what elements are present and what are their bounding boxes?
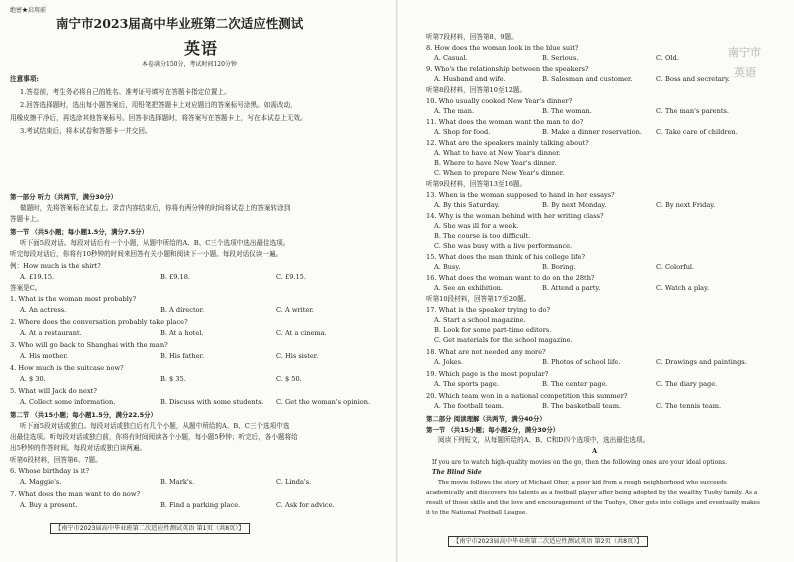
part1-heading: 第一部分 听力（共两节，满分30分） — [10, 193, 117, 201]
option-c: C. Get the woman's opinion. — [276, 398, 371, 406]
option-c: C. The man's parents. — [656, 107, 729, 115]
option-c: C. Get materials for the school magazine. — [434, 336, 573, 344]
question-17: 17. What is the speaker trying to do? — [426, 306, 550, 314]
option-a: A. The sports page. — [434, 380, 499, 388]
material-10: 听第10段材料，回答第17至20题。 — [426, 295, 531, 303]
option-a: A. An actress. — [20, 306, 67, 314]
option-b: B. Make a dinner reservation. — [542, 128, 642, 136]
option-c: C. The diary page. — [656, 380, 718, 388]
question-20: 20. Which team won in a national competition this summer? — [426, 392, 628, 400]
question-18: 18. What are not needed any more? — [426, 348, 546, 356]
option-c: C. Ask for advice. — [276, 501, 335, 509]
option-a: A. Shop for food. — [434, 128, 491, 136]
option-a: A. Buy a present. — [20, 501, 78, 509]
option-a: A. The man. — [434, 107, 475, 115]
part1-desc: 做题时，先将答案标在试卷上。录音内容结束后，你将有两分钟的时间将试卷上的答案转涂到 — [20, 204, 291, 212]
option-c: C. Old. — [656, 54, 679, 62]
question-11: 11. What does the woman want the man to do? — [426, 118, 584, 126]
section2-heading: 第二节 （共15小题；每小题1.5分，满分22.5分） — [10, 411, 157, 419]
option-b: B. Mark's. — [160, 478, 195, 486]
example-option: C. £9.15. — [276, 273, 306, 281]
note-line: 用橡皮擦干净后，再选涂其他答案标号。回答非选择题时，将答案写在答题卡上，写在本试卷上无效。 — [10, 114, 307, 122]
question-9: 9. Who's the relationship between the speakers? — [426, 65, 589, 73]
option-b: B. $ 35. — [160, 375, 186, 383]
bleed-through-title: 南宁市 — [728, 46, 761, 59]
option-b: B. Attend a party. — [542, 284, 601, 292]
option-b: B. Find a parking place. — [160, 501, 241, 509]
option-a: A. Collect some information. — [20, 398, 116, 406]
question-6: 6. Whose birthday is it? — [10, 467, 89, 475]
option-b: B. The woman. — [542, 107, 592, 115]
section1-desc: 听下面5段对话。每段对话后有一个小题，从题中所给的A、B、C三个选项中选出最佳选项。 — [20, 239, 290, 247]
question-14: 14. Why is the woman behind with her writing class? — [426, 212, 604, 220]
question-3: 3. Who will go back to Shanghai with the man? — [10, 341, 168, 349]
movie-title: The Blind Side — [432, 469, 482, 476]
passage-intro: If you are to watch high-quality movies on the go, then the following ones are your ideal options. — [432, 459, 728, 466]
question-8: 8. How does the woman look in the blue suit? — [426, 44, 579, 52]
material-6: 听第6段材料，回答第6、7题。 — [10, 456, 102, 464]
option-c: C. Linda's. — [276, 478, 312, 486]
section1-heading: 第一节 （共5小题；每小题1.5分，满分7.5分） — [10, 228, 148, 236]
option-c: C. His sister. — [276, 352, 319, 360]
note-line: 2.回答选择题时，选出每小题答案后，用铅笔把答题卡上对应题目的答案标号涂黑。如需改动， — [20, 101, 297, 109]
material-9: 听第9段材料，回答第13至16题。 — [426, 180, 527, 188]
option-c: C. $ 50. — [276, 375, 302, 383]
secret-label: 绝密★启用前 — [10, 7, 47, 14]
question-4: 4. How much is the suitcase now? — [10, 364, 124, 372]
option-b: B. Look for some part-time editors. — [434, 326, 552, 334]
section2-desc: 出最佳选项。听每段对话或独白前，你将有时间阅读各个小题，每小题5秒钟；听完后，各小题将给 — [10, 433, 298, 441]
option-c: C. At a cinema. — [276, 329, 327, 337]
page-2 — [398, 0, 794, 562]
passage-line: The movie follows the story of Michael Oher, a poor kid from a rough neighborhood who succeeds — [438, 480, 727, 486]
reading-section1-heading: 第一节 （共15小题；每小题2分，满分30分） — [426, 426, 560, 434]
exam-title: 南宁市2023届高中毕业班第二次适应性测试 — [56, 16, 304, 31]
option-a: A. Husband and wife. — [434, 75, 506, 83]
option-b: B. Where to have New Year's dinner. — [434, 159, 557, 167]
section2-desc: 出5秒钟的作答时间。每段对话或独白读两遍。 — [10, 444, 147, 452]
question-1: 1. What is the woman most probably? — [10, 295, 137, 303]
question-7: 7. What does the man want to do now? — [10, 490, 141, 498]
passage-line: result of those skills and the love and encouragement of the Tuohys, Oher gets into college and eventually makes — [426, 500, 760, 506]
page-footer: 【南宁市2023届高中毕业班第二次适应性测试英语 第1页（共8页）】 — [50, 523, 250, 534]
option-c: C. Boss and secretary. — [656, 75, 730, 83]
bleed-through-subject: 英语 — [734, 66, 756, 79]
material-7: 听第7段材料，回答第8、9题。 — [426, 33, 518, 41]
exam-meta: 本卷满分150分，考试时间120分钟 — [142, 61, 237, 68]
option-a: A. Jokes. — [434, 358, 463, 366]
option-b: B. The course is too difficult. — [434, 232, 531, 240]
passage-line: academically and discovers his talents as a football player after being adopted by the wealthy Tuohy family. As a — [426, 490, 758, 496]
option-b: B. Salesman and customer. — [542, 75, 633, 83]
option-c: C. Colorful. — [656, 263, 695, 271]
option-b: B. Serious. — [542, 54, 579, 62]
option-b: B. By next Monday. — [542, 201, 607, 209]
passage-line: it to the National Football League. — [426, 510, 528, 516]
question-12: 12. What are the speakers mainly talking about? — [426, 139, 589, 147]
section2-desc: 听下面5段对话或独白。每段对话或独白后有几个小题，从题中所给的A、B、C三个选项中选 — [20, 422, 290, 430]
question-5: 5. What will Jack do next? — [10, 387, 97, 395]
note-line: 3.考试结束后，将本试卷和答题卡一并交回。 — [20, 127, 152, 135]
option-b: B. Discuss with some students. — [160, 398, 264, 406]
option-a: A. By this Saturday. — [434, 201, 500, 209]
question-15: 15. What does the man think of his college life? — [426, 253, 586, 261]
note-line: 1.答卷前，考生务必将自己的姓名、准考证号填写在答题卡指定位置上。 — [20, 88, 231, 96]
question-16: 16. What does the woman want to do on the 28th? — [426, 274, 595, 282]
option-a: A. $ 30. — [20, 375, 46, 383]
part2-heading: 第二部分 阅读理解（共两节，满分40分） — [426, 415, 546, 423]
reading-section1-desc: 阅读下列短文，从每题所给的A、B、C和D四个选项中，选出最佳选项。 — [438, 436, 650, 444]
option-b: B. A director. — [160, 306, 205, 314]
example-option: B. £9.18. — [160, 273, 191, 281]
option-b: B. Boring. — [542, 263, 576, 271]
option-b: B. At a hotel. — [160, 329, 204, 337]
option-b: B. Photos of school life. — [542, 358, 621, 366]
option-a: A. Casual. — [434, 54, 468, 62]
example-answer: 答案是C。 — [10, 284, 42, 292]
option-a: A. What to have at New Year's dinner. — [434, 149, 561, 157]
option-c: C. A writer. — [276, 306, 314, 314]
material-8: 听第8段材料，回答第10至12题。 — [426, 86, 527, 94]
section1-desc: 听完每段对话后，你将有10秒钟的时间来回答有关小题和阅读下一小题。每段对话仅读一遍。 — [10, 250, 283, 258]
option-a: A. At a restaurant. — [20, 329, 82, 337]
example-question: 例：How much is the shirt? — [10, 262, 101, 270]
question-2: 2. Where does the conversation probably take place? — [10, 318, 188, 326]
option-a: A. See an exhibition. — [434, 284, 504, 292]
option-c: C. The tennis team. — [656, 402, 722, 410]
option-b: B. His father. — [160, 352, 205, 360]
option-a: A. His mother. — [20, 352, 68, 360]
option-c: C. Drawings and paintings. — [656, 358, 747, 366]
part1-desc: 答题卡上。 — [10, 215, 43, 223]
option-c: C. Watch a play. — [656, 284, 710, 292]
passage-letter: A — [592, 447, 598, 455]
page-footer: 【南宁市2023届高中毕业班第二次适应性测试英语 第2页（共8页）】 — [448, 536, 648, 547]
example-option: A. £19.15. — [20, 273, 55, 281]
option-c: C. By next Friday. — [656, 201, 716, 209]
option-a: A. She was ill for a week. — [434, 222, 519, 230]
option-a: A. The football team. — [434, 402, 504, 410]
question-19: 19. Which page is the most popular? — [426, 370, 549, 378]
option-a: A. Start a school magazine. — [434, 316, 526, 324]
option-b: B. The basketball team. — [542, 402, 622, 410]
option-c: C. When to prepare New Year's dinner. — [434, 169, 565, 177]
option-b: B. The center page. — [542, 380, 608, 388]
question-10: 10. Who usually cooked New Year's dinner? — [426, 97, 573, 105]
option-c: C. Take care of children. — [656, 128, 738, 136]
option-a: A. Busy. — [434, 263, 461, 271]
notes-heading: 注意事项: — [10, 75, 39, 83]
option-c: C. She was busy with a live performance. — [434, 242, 573, 250]
option-a: A. Maggie's. — [20, 478, 62, 486]
question-13: 13. When is the woman supposed to hand in her essays? — [426, 191, 615, 199]
subject-title: 英语 — [184, 39, 219, 58]
